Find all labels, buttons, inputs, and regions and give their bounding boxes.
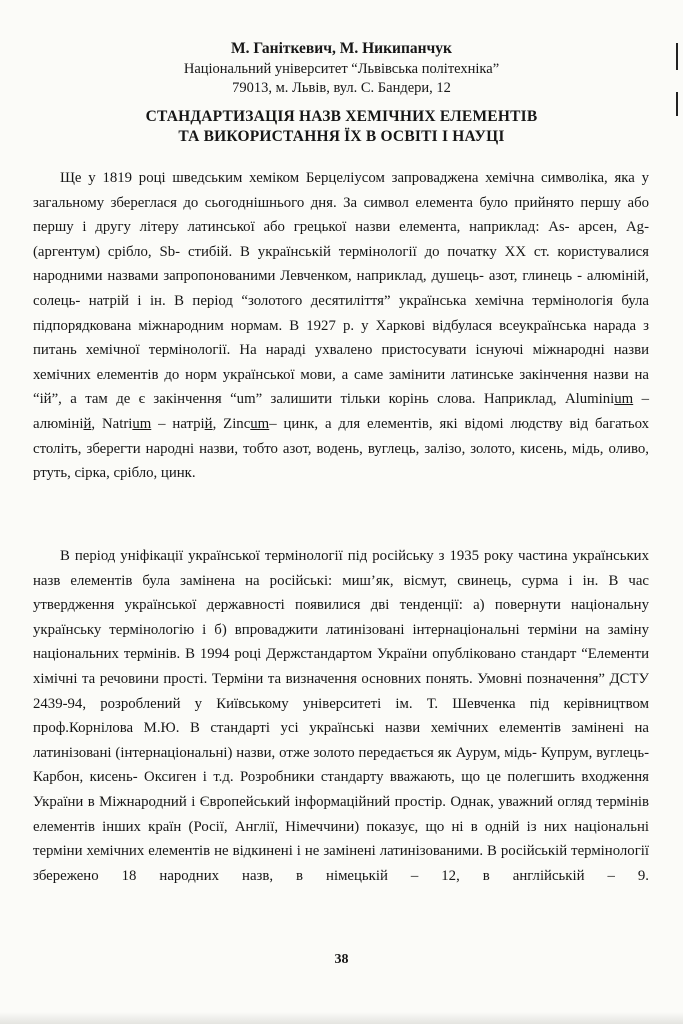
scan-edge-mark <box>676 92 678 116</box>
scan-edge-mark <box>676 43 678 70</box>
paragraph-1-text: Natri <box>101 415 133 432</box>
paper-title-line-1: СТАНДАРТИЗАЦІЯ НАЗВ ХЕМІЧНИХ ЕЛЕМЕНТІВ <box>145 108 538 125</box>
paragraph-2: В період уніфікації української термінології під російську з 1935 року частина українських назв елементів була замінена на російські: миш’як, вісмут, свинець, сурма і ін. В час утвердження української державності появилися дві тенденції: а) повернути національну українську термінологію і б) впроваджити латинізовані інтернаціональні терміни на заміну національних термінів. В 1994 році Держстандартом України опубліковано стандарт “Елементи хімічні та речовини прості. Терміни та визначення основних понять. Умовні позначення” ДСТУ 2439-94, розроблений у Київському університеті ім. Т. Шевченка під керівництвом проф.Корнілова М.Ю. В стандарті усі українські назви хемічних елементів замінені на латинізовані (інтернаціональні) назви, отже золото передається як Аурум, мідь- Купрум, вуглець- Карбон, кисень- Оксиген і т.д. Розробники стандарту вважають, що це полегшить входження України в Міжнародний і Європейський інформаційний простір. Однак, уважний огляд термінів елементів інших країн (Росії, Англії, Німеччини) показує, що ні в одній із них національні терміни хемічних елементів не відкинені і не замінені латинізованими. В російській термінології збережено 18 народних назв, в німецькій – 12, в англійській – 9. <box>33 548 649 884</box>
underlined-ending: й <box>83 415 92 432</box>
page-number: 38 <box>334 952 349 967</box>
paragraph-1-text: , <box>91 415 96 432</box>
underlined-ending: й <box>204 415 213 432</box>
affiliation-address: 79013, м. Львів, вул. С. Бандери, 12 <box>232 80 451 96</box>
paragraph-1 <box>33 166 649 486</box>
authors: М. Ганіткевич, М. Никипанчук <box>231 40 452 57</box>
underlined-ending: um <box>250 415 270 432</box>
paragraph-1-text: , Zinc <box>212 415 251 432</box>
paragraph-1-text: – цинк, а для елементів, які відомі людству від багатьох століть, зберегти народні назви, тобто азот, водень, вуглець, залізо, золото, кисень, мідь, оливо, ртуть, сірка, срібло, цинк. <box>33 415 650 482</box>
paper-title-line-2: ТА ВИКОРИСТАННЯ ЇХ В ОСВІТІ І НАУЦІ <box>178 128 505 145</box>
paragraph-1-text: Ще у 1819 році шведським хеміком Берцеліусом запроваджена хемічна символіка, яка у загальному збереглася до сьогоднішнього дня. За символ елемента було прийнято першу або першу і другу літеру латинської або грецької назви елемента, наприклад: As- арсен, Ag- (аргентум) срібло, Sb- стибій. В українській термінології до початку ХХ ст. користувалися народними назвами запропонованими Левченком, наприклад, душець- азот, глинець - алюміній, солець- натрій і ін. В період “золотого десятиліття” українська хемічна термінологія була підпорядкована міжнародним нормам. В 1927 р. у Харкові відбулася всеукраїнська нарада з питань хемічної термінології. На нараді ухвалено пристосувати існуючі міжнародні назви хемічних елементів до норм української мови, а саме замінити латинське закінчення назви на “ій”, а там де є закінчення “um” залишити тільки корінь слова. Наприклад, Alumini <box>33 170 649 408</box>
paragraph-1-text: – натрі <box>151 415 205 432</box>
underlined-ending: um <box>132 415 152 432</box>
underlined-ending: um <box>614 391 634 408</box>
affiliation-institution: Національний університет “Львівська політехніка” <box>183 61 500 77</box>
scan-bottom-shadow <box>0 1012 683 1024</box>
paragraph-1-text: – алюміні <box>33 391 649 432</box>
